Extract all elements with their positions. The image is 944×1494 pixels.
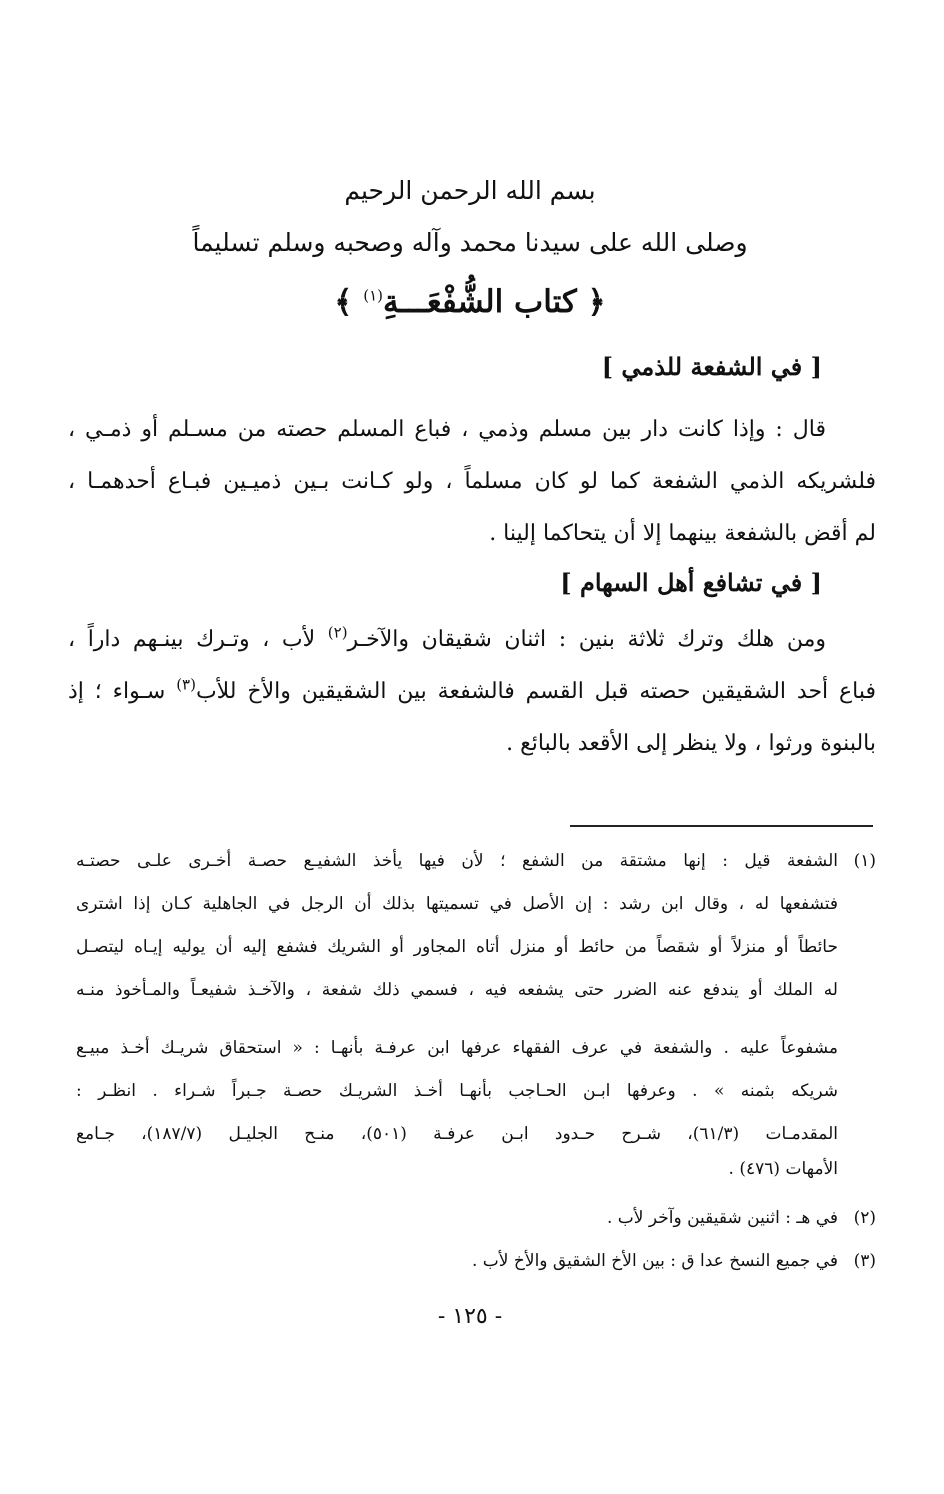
section-heading-dhimmi: [ في الشفعة للذمي ] (601, 352, 822, 381)
paragraph-line (68, 623, 876, 657)
footnote-line: شريكه بثمنه » . وعرفها ابـن الحـاجب بأنهـا أخـذ الشريـك حصـة جـبراً شـراء . انظـر : (76, 1081, 838, 1101)
footnote-number: (١) (853, 851, 876, 871)
line-text: ومن هلك وترك ثلاثة بنين : اثنان شقيقان والآخـر (347, 627, 827, 652)
paragraph-line: لم أقض بالشفعة بينهما إلا أن يتحاكما إلينا . (489, 521, 876, 546)
section-heading-sihām: [ في تشافع أهل السهام ] (560, 568, 822, 597)
footnote-line: حائطاً أو منزلاً أو شقصاً من حائط أو منزل أتاه المجاور أو الشريك فشفع إليه أن يوليه إيـاه ليتصـل (76, 937, 838, 957)
paragraph-line: بالبنوة ورثوا ، ولا ينظر إلى الأقعد بالبائع . (506, 731, 876, 756)
footnote-ref-2: (٢) (327, 623, 348, 642)
paragraph-line: فلشريكه الذمي الشفعة كما لو كان مسلماً ، ولو كـانت بـين ذميـين فبـاع أحدهمـا ، (68, 469, 876, 494)
salawat-line: وصلى الله على سيدنا محمد وآله وصحبه وسلم تسليماً (192, 228, 748, 257)
footnote-line: الأمهات (٤٧٦) . (728, 1159, 838, 1179)
footnote-line: الشفعة قيل : إنها مشتقة من الشفع ؛ لأن فيها يأخذ الشفيـع حصـة أخـرى علـى حصتـه (76, 851, 838, 871)
footnote-line: فتشفعها له ، وقال ابن رشد : إن الأصل في تسميتها بذلك أن الرجل في الجاهلية كـان إذا اشترى (76, 894, 838, 914)
footnote-line: له الملك أو يندفع عنه الضرر حتى يشفعه فيه ، فسمي ذلك شفعة ، والآخـذ شفيعـاً والمـأخوذ منـه (76, 980, 838, 1000)
page-number: - ١٢٥ - (437, 1304, 503, 1329)
line-text: فباع أحد الشقيقين حصته قبل القسم فالشفعة بين الشقيقين والأخ للأب (195, 679, 876, 704)
footnote-ref-3: (٣) (176, 675, 196, 694)
book-title (70, 284, 870, 320)
line-text: لأب ، وتـرك بينـهم داراً ، (68, 627, 328, 652)
footnote-separator (570, 825, 873, 827)
book-title-text: ﴿ كتاب الشُّفْعَـــةِ (383, 284, 606, 320)
footnote-line: مشفوعاً عليه . والشفعة في عرف الفقهاء عرفها ابن عرفـة بأنهـا : « استحقاق شريـك أخـذ مبيـع (76, 1038, 838, 1058)
book-title-close: ﴾ (334, 284, 364, 320)
footnote-number: (٢) (853, 1208, 876, 1228)
footnote-line: المقدمـات (٦١/٣)، شـرح حـدود ابـن عرفـة (٥٠١)، منـح الجليـل (١٨٧/٧)، جـامع (76, 1124, 838, 1144)
footnote-line: في جميع النسخ عدا ق : بين الأخ الشقيق والأخ لأب . (471, 1251, 838, 1271)
footnote-number: (٣) (853, 1251, 876, 1271)
line-text: سـواء ؛ إذ (68, 679, 177, 704)
footnote-ref-1: (١) (363, 286, 384, 305)
basmala: بسم الله الرحمن الرحيم (344, 176, 596, 205)
paragraph-line (68, 675, 876, 709)
footnote-line: في هـ : اثنين شقيقين وآخر لأب . (606, 1208, 838, 1228)
paragraph-line: قال : وإذا كانت دار بين مسلم وذمي ، فباع المسلم حصته من مسـلم أو ذمـي ، (68, 417, 826, 442)
